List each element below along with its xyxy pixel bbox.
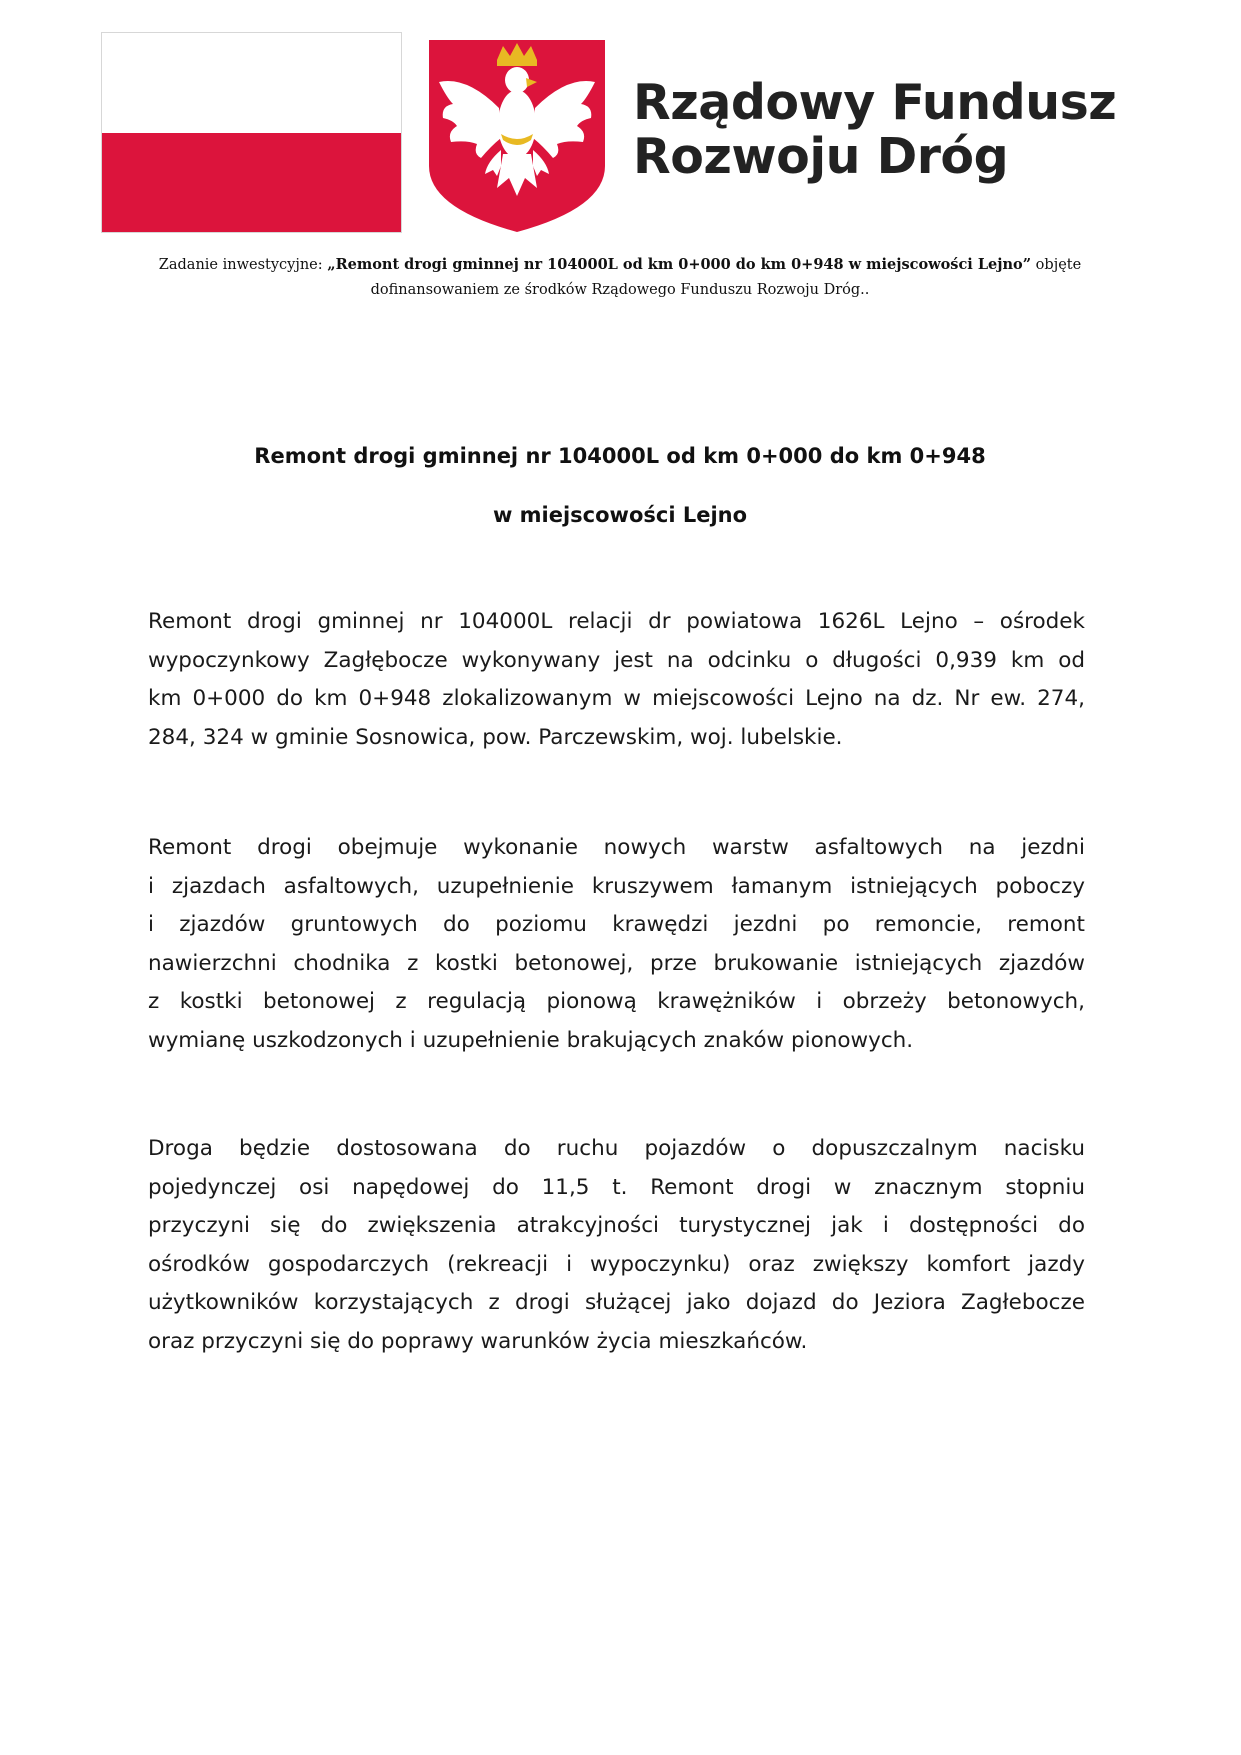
paragraph-line: Remont drogi gminnej nr 104000L relacji dr powiatowa 1626L Lejno – ośrodek	[148, 609, 1085, 634]
paragraph-line: ośrodków gospodarczych (rekreacji i wypoczynku) oraz zwiększy komfort jazdy	[148, 1251, 1085, 1277]
fund-name-line1: Rządowy Fundusz	[633, 74, 1117, 131]
paragraph-line: z kostki betonowej z regulacją pionową krawężników i obrzeży betonowych,	[148, 989, 1085, 1014]
paragraph-2	[148, 829, 1085, 1060]
paragraph-line: wymianę uszkodzonych i uzupełnienie brakujących znaków pionowych.	[148, 1027, 914, 1053]
paragraph-line: i zjazdów gruntowych do poziomu krawędzi jezdni po remoncie, remont	[148, 912, 1085, 937]
paragraph-1	[148, 603, 1085, 757]
fund-name-logo-text	[633, 76, 1116, 184]
paragraph-line: Droga będzie dostosowana do ruchu pojazdów o dopuszczalnym nacisku	[148, 1136, 1085, 1161]
paragraph-line: km 0+000 do km 0+948 zlokalizowanym w miejscowości Lejno na dz. Nr ew. 274,	[148, 686, 1085, 711]
document-title-line2: w miejscowości Lejno	[492, 503, 748, 527]
paragraph-line: użytkowników korzystających z drogi służącej jako dojazd do Jeziora Zagłebocze	[148, 1290, 1085, 1315]
paragraph-line: nawierzchni chodnika z kostki betonowej, prze brukowanie istniejących zjazdów	[148, 950, 1085, 976]
flag-white-stripe	[102, 33, 401, 133]
paragraph-line: pojedynczej osi napędowej do 11,5 t. Remont drogi w znacznym stopniu	[148, 1174, 1085, 1200]
task-note-line2: dofinansowaniem ze środków Rządowego Funduszu Rozwoju Dróg..	[370, 282, 870, 298]
polish-eagle-emblem-icon	[427, 38, 607, 234]
task-note-prefix: Zadanie inwestycyjne:	[158, 257, 328, 273]
paragraph-line: 284, 324 w gminie Sosnowica, pow. Parczewskim, woj. lubelskie.	[148, 724, 843, 750]
task-note-suffix: objęte	[1031, 257, 1082, 273]
investment-task-note	[100, 252, 1140, 303]
polish-flag	[101, 32, 402, 233]
paragraph-line: oraz przyczyni się do poprawy warunków życia mieszkańców.	[148, 1328, 808, 1354]
fund-name-line2: Rozwoju Dróg	[633, 128, 1009, 185]
document-title-line1: Remont drogi gminnej nr 104000L od km 0+000 do km 0+948	[254, 444, 986, 468]
paragraph-line: przyczyni się do zwiększenia atrakcyjności turystycznej jak i dostępności do	[148, 1213, 1085, 1238]
paragraph-line: i zjazdach asfaltowych, uzupełnienie kruszywem łamanym istniejących poboczy	[148, 873, 1085, 899]
task-note-bold-title: „Remont drogi gminnej nr 104000L od km 0+000 do km 0+948 w miejscowości Lejno”	[327, 256, 1032, 273]
paragraph-3	[148, 1130, 1085, 1361]
flag-red-stripe	[102, 133, 401, 233]
paragraph-line: Remont drogi obejmuje wykonanie nowych warstw asfaltowych na jezdni	[148, 835, 1085, 860]
paragraph-line: wypoczynkowy Zagłębocze wykonywany jest na odcinku o długości 0,939 km od	[148, 647, 1085, 673]
